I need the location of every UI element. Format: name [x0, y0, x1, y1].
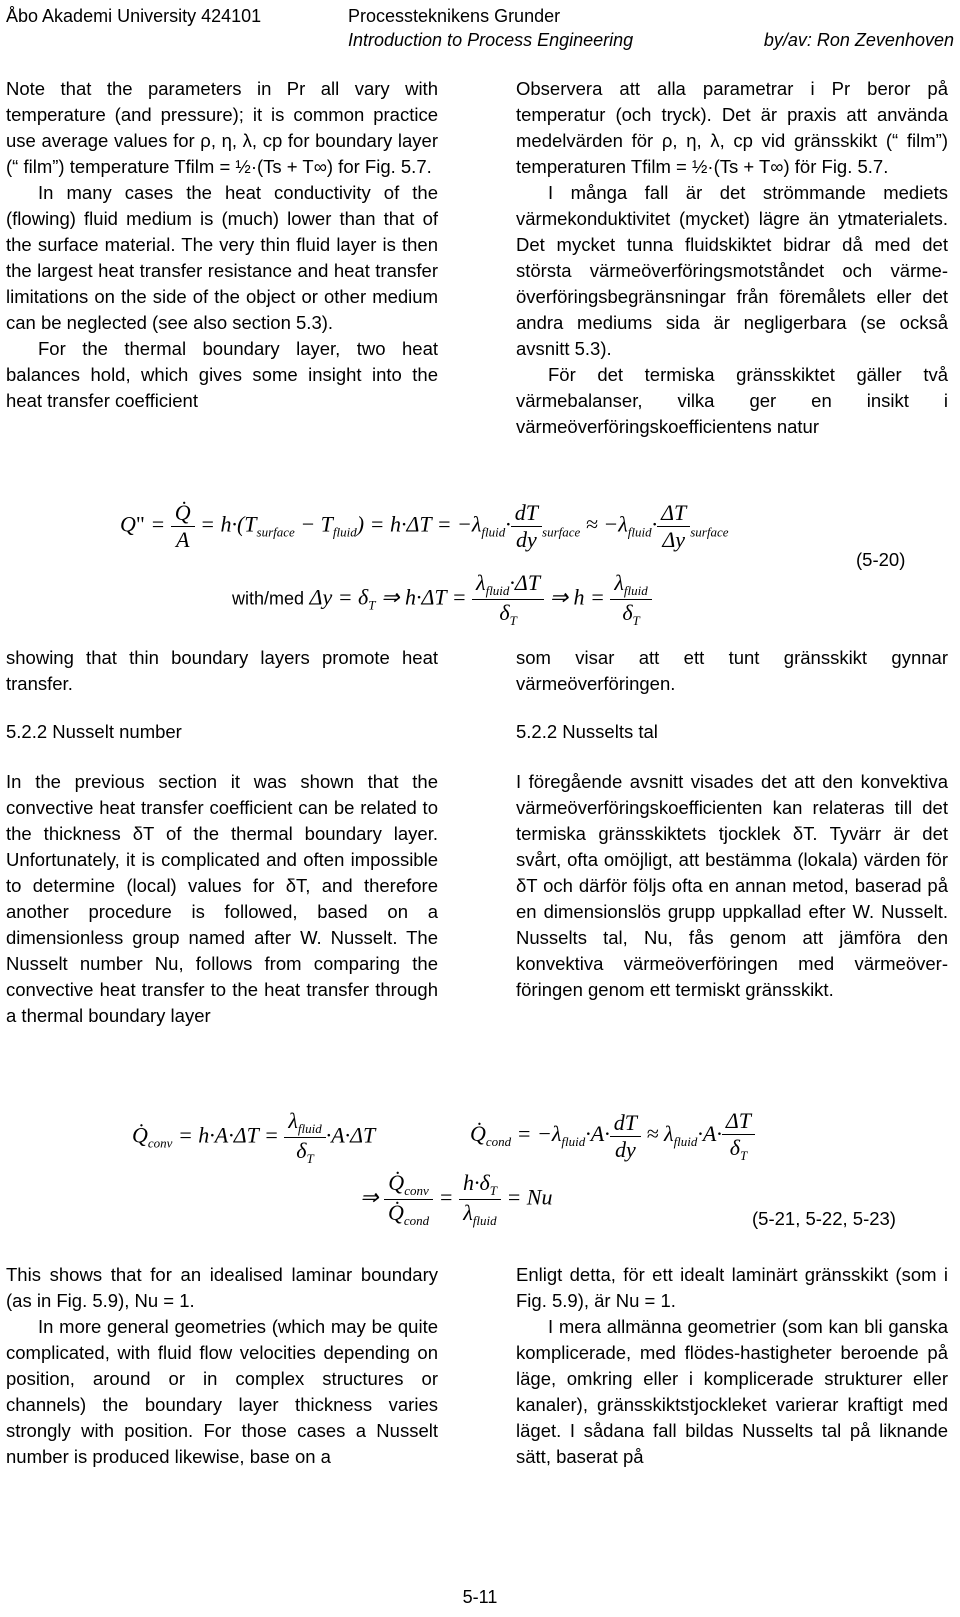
en-paragraph-4: showing that thin boundary layers promote heat transfer. — [6, 647, 438, 694]
sv-paragraph-7: I mera allmänna geometrier (som kan bli ganska komplicerade, med flödes-hastigheter beroende på läge, omkring eller i komplicerade strukturer eller kanaler), gränsskiktstjockleket varierar kraftigt med läget. I sådana fall bildas Nusselts tal på liknande sätt, baserat på — [516, 1316, 948, 1467]
swedish-column-2 — [516, 645, 948, 1003]
english-column-1 — [6, 76, 438, 414]
page-header — [6, 4, 954, 50]
english-column-3 — [6, 1262, 438, 1470]
equation-number-2: (5-21, 5-22, 5-23) — [752, 1208, 896, 1229]
page-number: 5-11 — [462, 1587, 498, 1607]
swedish-column-3 — [516, 1262, 948, 1470]
equation-nusselt: ⇒ $\frac{Q̇_{conv}}{Q̇_{cond}}$ = $\frac{h\cdot\delta_T}{\lambda_{fluid}}$ = Nu — [360, 1170, 553, 1228]
english-column-2 — [6, 645, 438, 1029]
sv-paragraph-4: som visar att ett tunt gränsskikt gynnar värmeöverföringen. — [516, 647, 948, 694]
sv-paragraph-2: I många fall är det strömmande mediets värmekonduktivitet (mycket) lägre än ytmaterialets. Det mycket tunna fluidskiktet bidrar då med det största värmeöverföringsmotståndet och värme-överföringsbegränsningar från föremålets eller det andra mediums sida är negligerbara (se också avsnitt 5.3). — [516, 182, 948, 359]
equation-number-1: (5-20) — [856, 549, 906, 570]
en-paragraph-6: This shows that for an idealised laminar boundary (as in Fig. 5.9), Nu = 1. — [6, 1264, 438, 1311]
sv-paragraph-3: För det termiska gränsskiktet gäller två värmebalanser, vilka ger en insikt i värmeöverföringskoefficientens natur — [516, 364, 948, 437]
equation-q-cond: $Q̇_{cond} = -\lambda_{fluid}\cdot A\cdot$ $\frac{dT}{dy}$ ≈ $\lambda_{fluid}\cdot A\cdot$ $\frac{\Delta T}{\delta_T}$ — [470, 1108, 755, 1164]
equation-heat-flux: Q" = $\frac{Q̇}{A}$ = $h\cdot(T_{surface} - T_{fluid}) = h\cdot\Delta T = -\lambda_{fluid}\cdot$ $\frac{dT}{dy}$ $_{surface} \approx -\lambda_{fluid}\cdot$ $\frac{\Delta T}{\Delta y}$ $_{surface}$ — [120, 500, 729, 552]
equation-boundary-layer: with/med $\Delta y = \delta_T$ ⇒ h·ΔT = $\frac{\lambda_{fluid}\cdot\Delta T}{\delta_T}$ ⇒ h = $\frac{\lambda_{fluid}}{\delta_T}$ — [232, 570, 652, 629]
en-paragraph-2: In many cases the heat conductivity of the (flowing) fluid medium is (much) lower than that of the surface material. The very thin fluid layer is then the largest heat transfer resistance and heat transfer limitations on the side of the object or other medium can be neglected (see also section 5.3). — [6, 182, 438, 333]
swedish-column-1 — [516, 76, 948, 440]
header-course-en: Introduction to Process Engineering — [348, 30, 634, 50]
en-paragraph-3: For the thermal boundary layer, two heat balances hold, which gives some insight into the heat transfer coefficient — [6, 338, 438, 411]
sv-paragraph-6: Enligt detta, för ett idealt laminärt gränsskikt (som i Fig. 5.9), är Nu = 1. — [516, 1264, 948, 1311]
en-paragraph-1: Note that the parameters in Pr all vary with temperature (and pressure); it is common practice use average values for ρ, η, λ, cp for boundary layer (“ film”) temperature Tfilm = ½·(Ts + T∞) for Fig. 5.7. — [6, 78, 438, 177]
header-author: by/av: Ron Zevenhoven — [763, 30, 954, 50]
sv-paragraph-5: I föregående avsnitt visades det att den konvektiva värmeöverföringskoefficienten kan relateras till det termiska gränsskiktets tjocklek δT. Tyvärr är det svårt, ofta omöjligt, att bestämma (lokala) värden för δT och därför följs ofta en annan metod, baserad på en dimensionslös grupp uppkallad efter W. Nusselt. Nusselts tal, Nu, fås genom att jämföra den konvektiva värmeöverföringen med värmeöver-föringen genom ett termiskt gränsskikt. — [516, 771, 948, 1000]
en-paragraph-5: In the previous section it was shown that the convective heat transfer coefficient can be related to the thickness δT of the thermal boundary layer. Unfortunately, it is complicated and often impossible to determine (local) values for δT, and therefore another procedure is followed, based on a dimensionless group named after W. Nusselt. The Nusselt number Nu, follows from comparing the convective heat transfer to the heat transfer through a thermal boundary layer — [6, 771, 438, 1026]
sv-paragraph-1: Observera att alla parametrar i Pr beror på temperatur (och tryck). Det är praxis att använda medelvärden för ρ, η, λ, cp vid gränsskikt (“ film”) temperaturen Tfilm = ½·(Ts + T∞) för Fig. 5.7. — [516, 78, 948, 177]
header-course: Processteknikens Grunder — [348, 6, 561, 26]
en-heading-nusselt: 5.2.2 Nusselt number — [6, 721, 182, 742]
en-paragraph-7: In more general geometries (which may be quite complicated, with fluid flow velocities depending on position, around or in complex structures or channels) the boundary layer thickness varies strongly with position. For those cases a Nusselt number is produced likewise, base on a — [6, 1316, 438, 1467]
equation-q-conv: $Q̇_{conv} = h\cdot A\cdot\Delta T$ = $\frac{\lambda_{fluid}}{\delta_T}$ ·A·ΔT — [132, 1108, 376, 1166]
sv-heading-nusselt: 5.2.2 Nusselts tal — [516, 721, 658, 742]
header-university: Åbo Akademi University 424101 — [6, 6, 262, 26]
